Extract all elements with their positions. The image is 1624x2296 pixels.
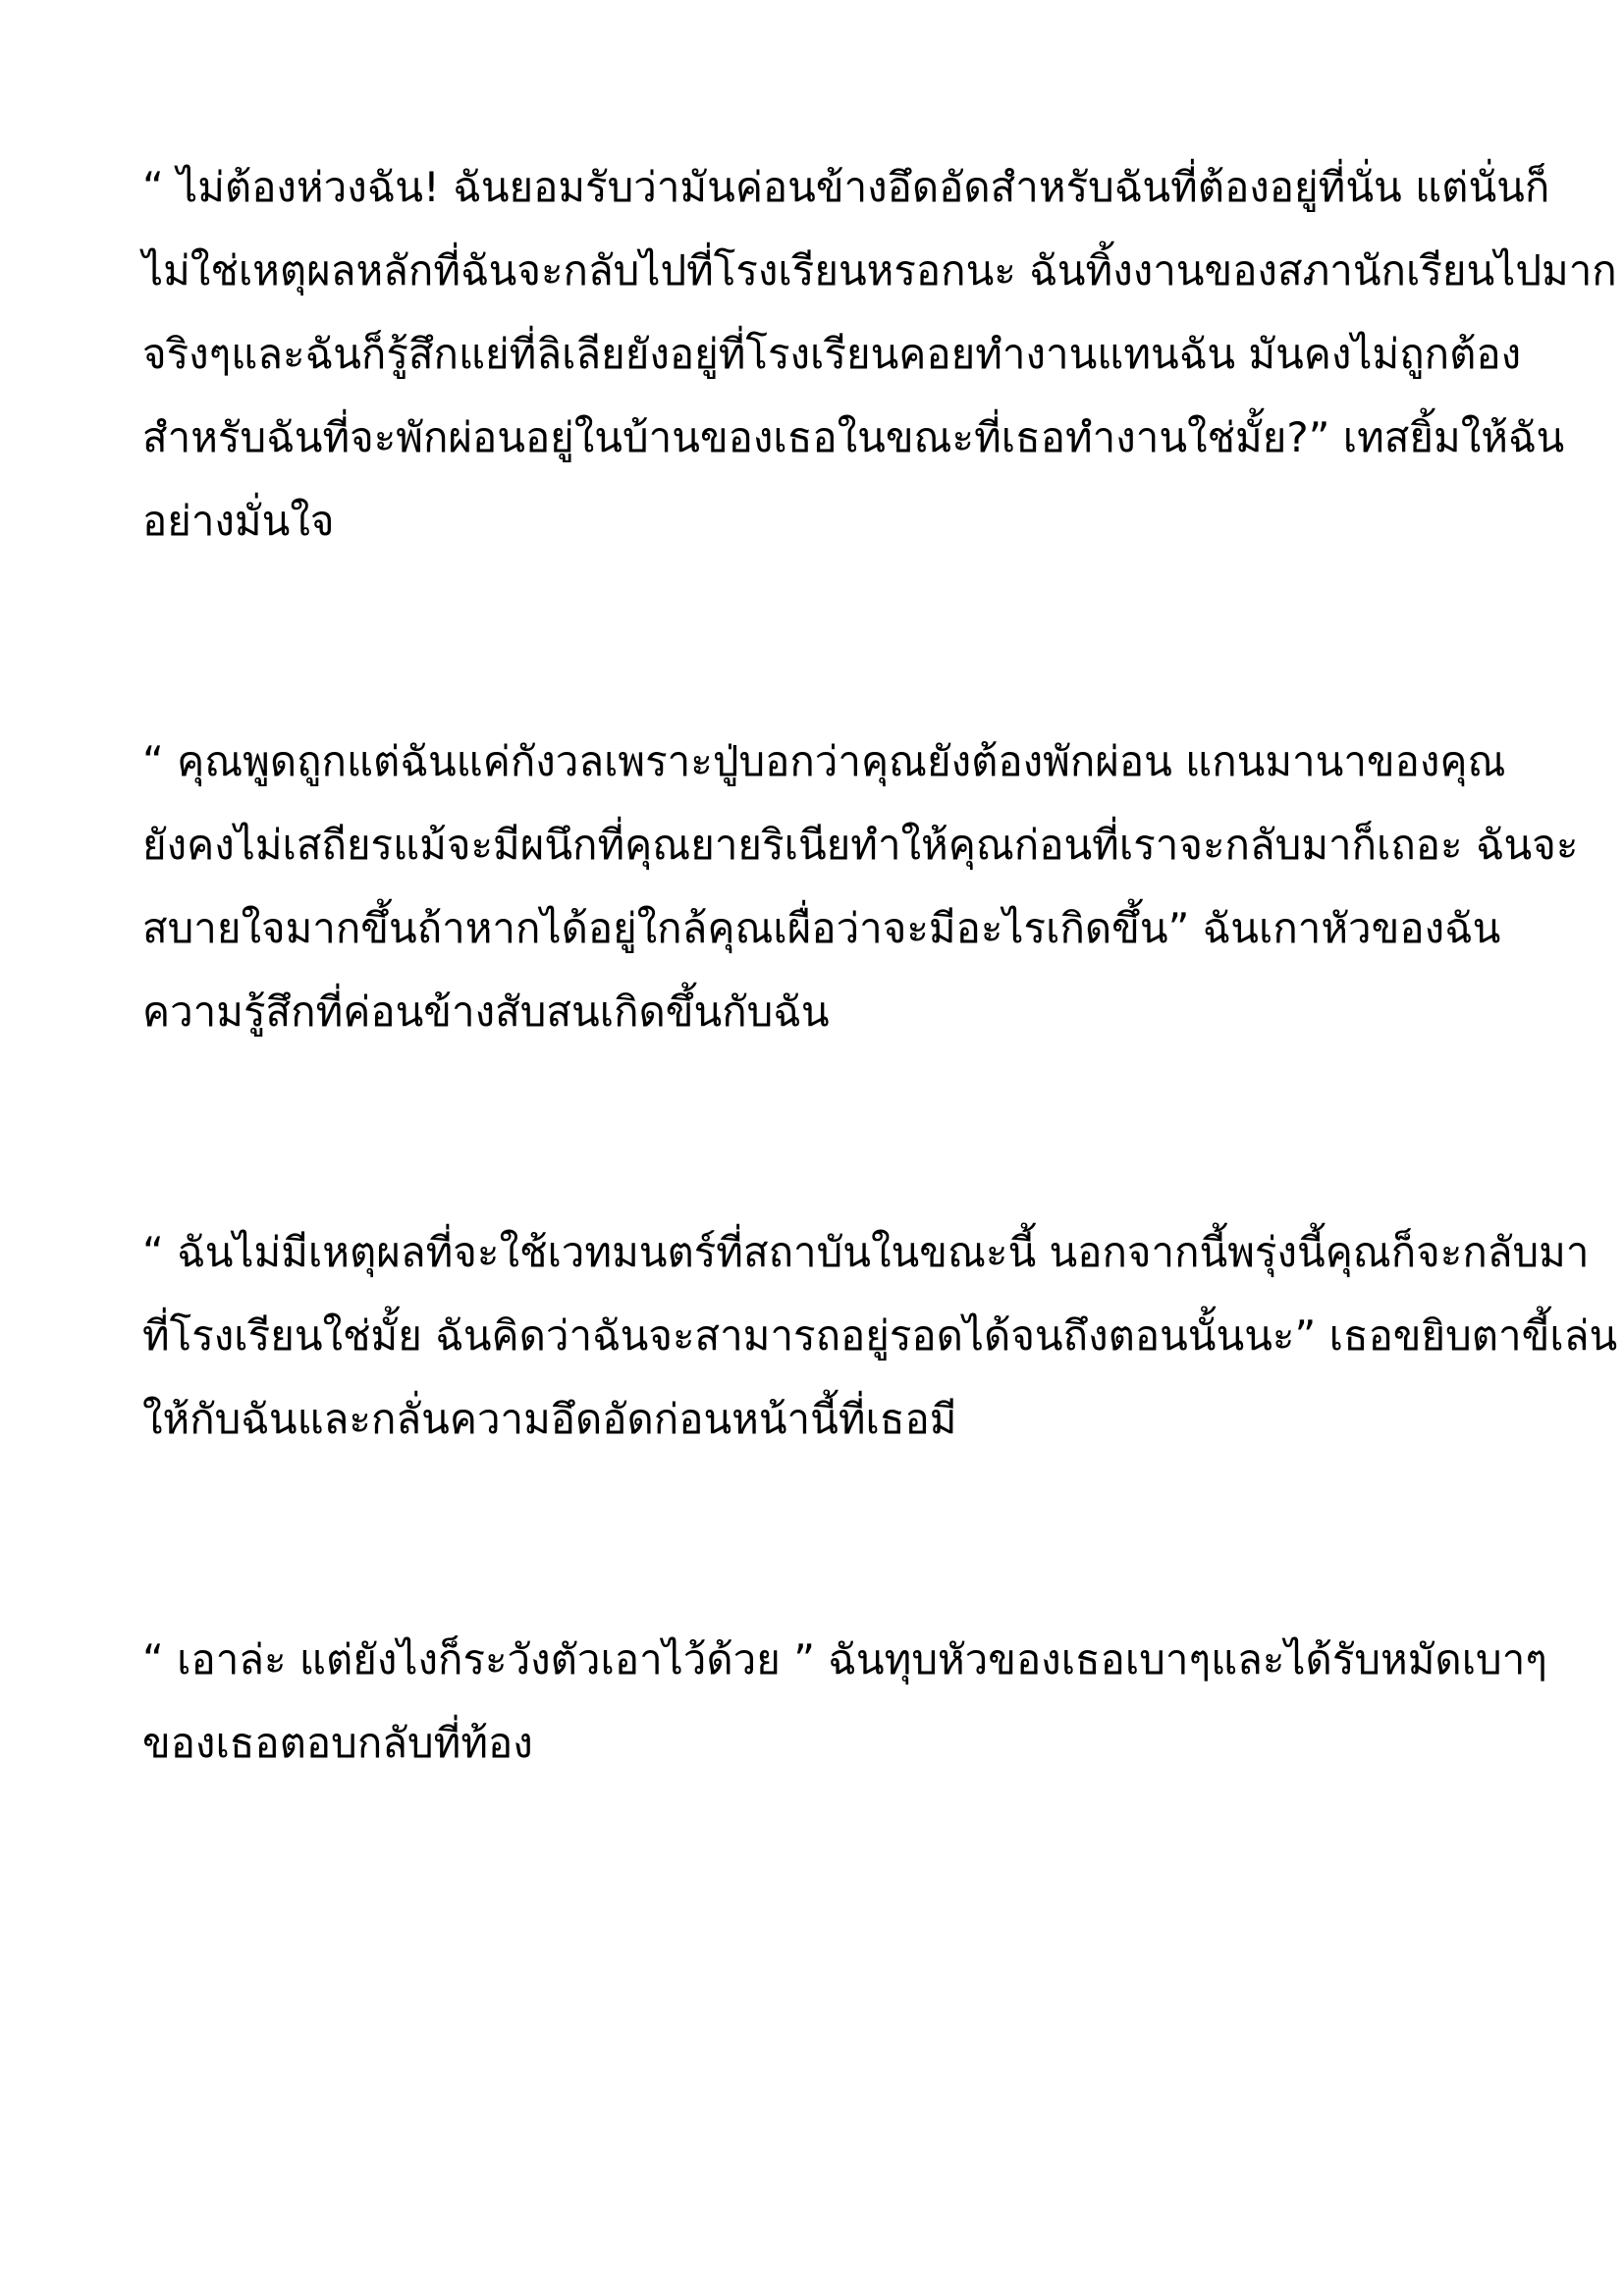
paragraph-4 (142, 1618, 1547, 1785)
text-line: จริงๆและฉันก็รู้สึกแย่ที่ลิเลียยังอยู่ที่โรงเรียนคอยทำงานแทนฉัน มันคงไม่ถูกต้อง (142, 330, 1522, 378)
text-line: สบายใจมากขึ้นถ้าหากได้อยู่ใกล้คุณเผื่อว่าจะมีอะไรเกิดขึ้น” ฉันเกาหัวของฉัน (142, 904, 1501, 952)
text-line: ให้กับฉันและกลั่นความอึดอัดก่อนหน้านี้ที่เธอมี (142, 1395, 957, 1443)
text-line: “ ฉันไม่มีเหตุผลที่จะใช้เวทมนตร์ที่สถาบันในขณะนี้ นอกจากนี้พรุ่งนี้คุณก็จะกลับมา (142, 1228, 1590, 1276)
text-line: ยังคงไม่เสถียรแม้จะมีผนึกที่คุณยายริเนียทำให้คุณก่อนที่เราจะกลับมาก็เถอะ ฉันจะ (142, 821, 1579, 869)
text-line: อย่างมั่นใจ (142, 497, 335, 545)
text-line: สำหรับฉันที่จะพักผ่อนอยู่ในบ้านของเธอในขณะที่เธอทำงานใช่มั้ย?” เทสยิ้มให้ฉัน (142, 413, 1565, 461)
text-line: ความรู้สึกที่ค่อนข้างสับสนเกิดขึ้นกับฉัน (142, 988, 830, 1036)
text-line: ไม่ใช่เหตุผลหลักที่ฉันจะกลับไปที่โรงเรียนหรอกนะ ฉันทิ้งงานของสภานักเรียนไปมาก (142, 246, 1617, 294)
paragraph-2 (142, 720, 1579, 1053)
text-line: ที่โรงเรียนใช่มั้ย ฉันคิดว่าฉันจะสามารถอยู่รอดได้จนถึงตอนนั้นนะ” เธอขยิบตาขี้เล่น (142, 1311, 1618, 1360)
text-line: “ ไม่ต้องห่วงฉัน! ฉันยอมรับว่ามันค่อนข้างอึดอัดสำหรับฉันที่ต้องอยู่ที่นั่น แต่นั่นก็ (142, 163, 1550, 211)
paragraph-3 (142, 1210, 1618, 1461)
text-line: “ คุณพูดถูกแต่ฉันแค่กังวลเพราะปู่บอกว่าคุณยังต้องพักผ่อน แกนมานาของคุณ (142, 737, 1506, 785)
text-line: ของเธอตอบกลับที่ท้อง (142, 1719, 533, 1767)
paragraph-1 (142, 145, 1617, 562)
text-line: “ เอาล่ะ แต่ยังไงก็ระวังตัวเอาไว้ด้วย ” ฉันทุบหัวของเธอเบาๆและได้รับหมัดเบาๆ (142, 1635, 1547, 1683)
